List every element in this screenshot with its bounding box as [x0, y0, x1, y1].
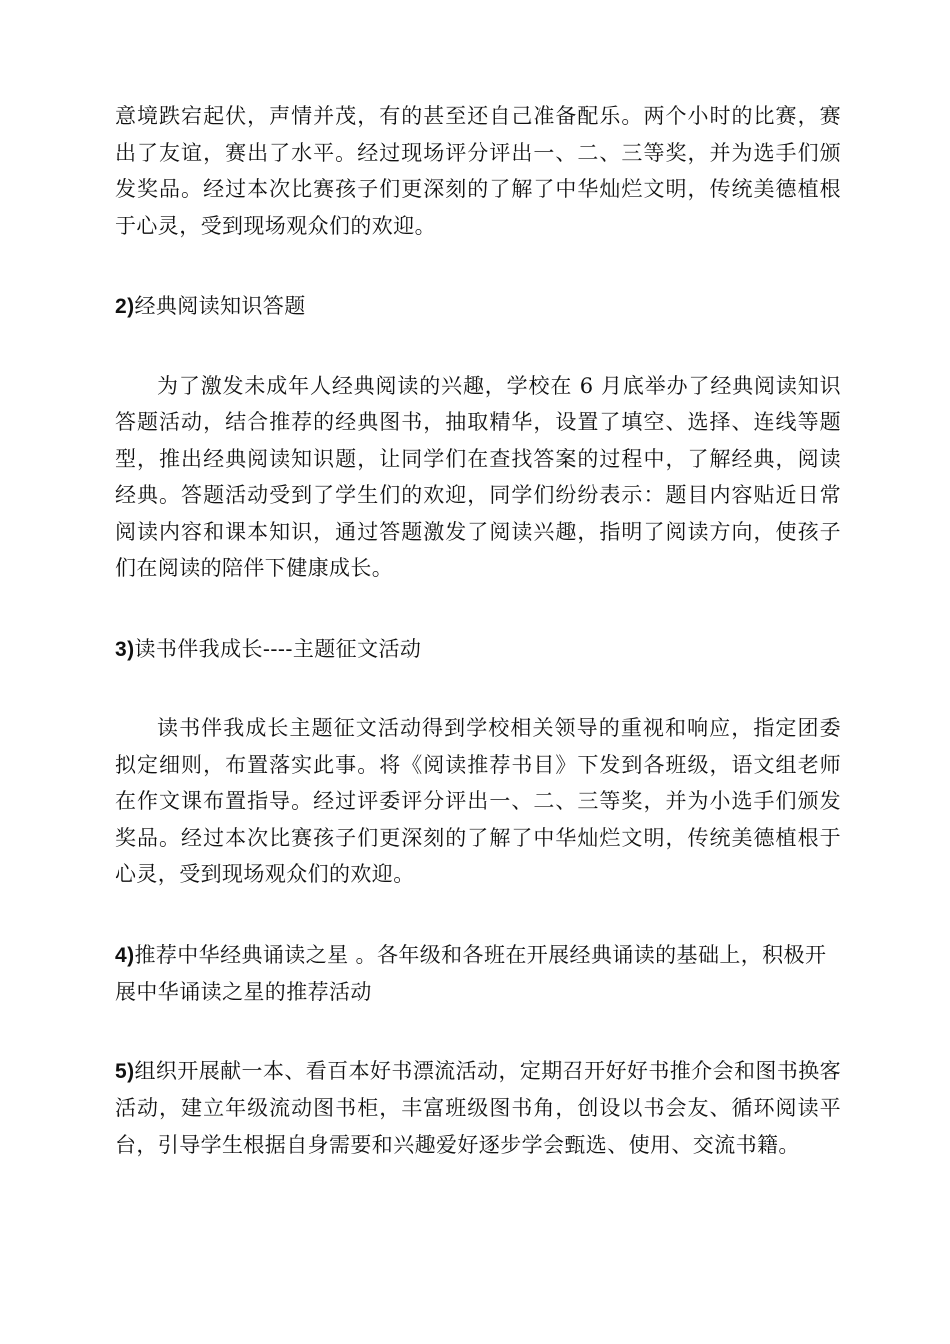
section-heading-recitation-star: [115, 937, 841, 1011]
section-number: 3): [115, 637, 135, 661]
section-number: 4): [115, 943, 135, 967]
section-heading-book-drifting: [115, 1053, 841, 1164]
paragraph-essay-activity: 读书伴我成长主题征文活动得到学校相关领导的重视和响应，指定团委拟定细则，布置落实此事。将《阅读推荐书目》下发到各班级，语文组老师在作文课布置指导。经过评委评分评出一、二、三等奖，并为小选手们颁发奖品。经过本次比赛孩子们更深刻的了解了中华灿烂文明，传统美德植根于心灵，受到现场观众们的欢迎。: [115, 716, 841, 886]
document-page: [115, 98, 841, 1163]
section-number: 5): [115, 1059, 135, 1083]
section-heading-essay-activity: [115, 631, 841, 669]
section-number: 2): [115, 295, 135, 318]
section-title: 读书伴我成长----主题征文活动: [134, 636, 422, 661]
section-body: 推荐中华经典诵读之星 。各年级和各班在开展经典诵读的基础上，积极开展中华诵读之星的推荐活动: [115, 942, 827, 1004]
section-body: 组织开展献一本、看百本好书漂流活动，定期召开好好书推介会和图书换客活动，建立年级流动图书柜，丰富班级图书角，创设以书会友、循环阅读平台，引导学生根据自身需要和兴趣爱好逐步学会甄选、使用、交流书籍。: [115, 1058, 841, 1157]
section-heading-reading-quiz: [115, 288, 841, 326]
paragraph-reading-quiz: 为了激发未成年人经典阅读的兴趣，学校在 6 月底举办了经典阅读知识答题活动，结合推荐的经典图书，抽取精华，设置了填空、选择、连线等题型，推出经典阅读知识题，让同学们在查找答案的过程中，了解经典，阅读经典。答题活动受到了学生们的欢迎，同学们纷纷表示：题目内容贴近日常阅读内容和课本知识，通过答题激发了阅读兴趣，指明了阅读方向，使孩子们在阅读的陪伴下健康成长。: [115, 373, 841, 580]
paragraph-competition-summary: 意境跌宕起伏，声情并茂，有的甚至还自己准备配乐。两个小时的比赛，赛出了友谊，赛出了水平。经过现场评分评出一、二、三等奖，并为选手们颁发奖品。经过本次比赛孩子们更深刻的了解了中华灿烂文明，传统美德植根于心灵，受到现场观众们的欢迎。: [115, 104, 841, 238]
section-title: 经典阅读知识答题: [134, 294, 306, 318]
